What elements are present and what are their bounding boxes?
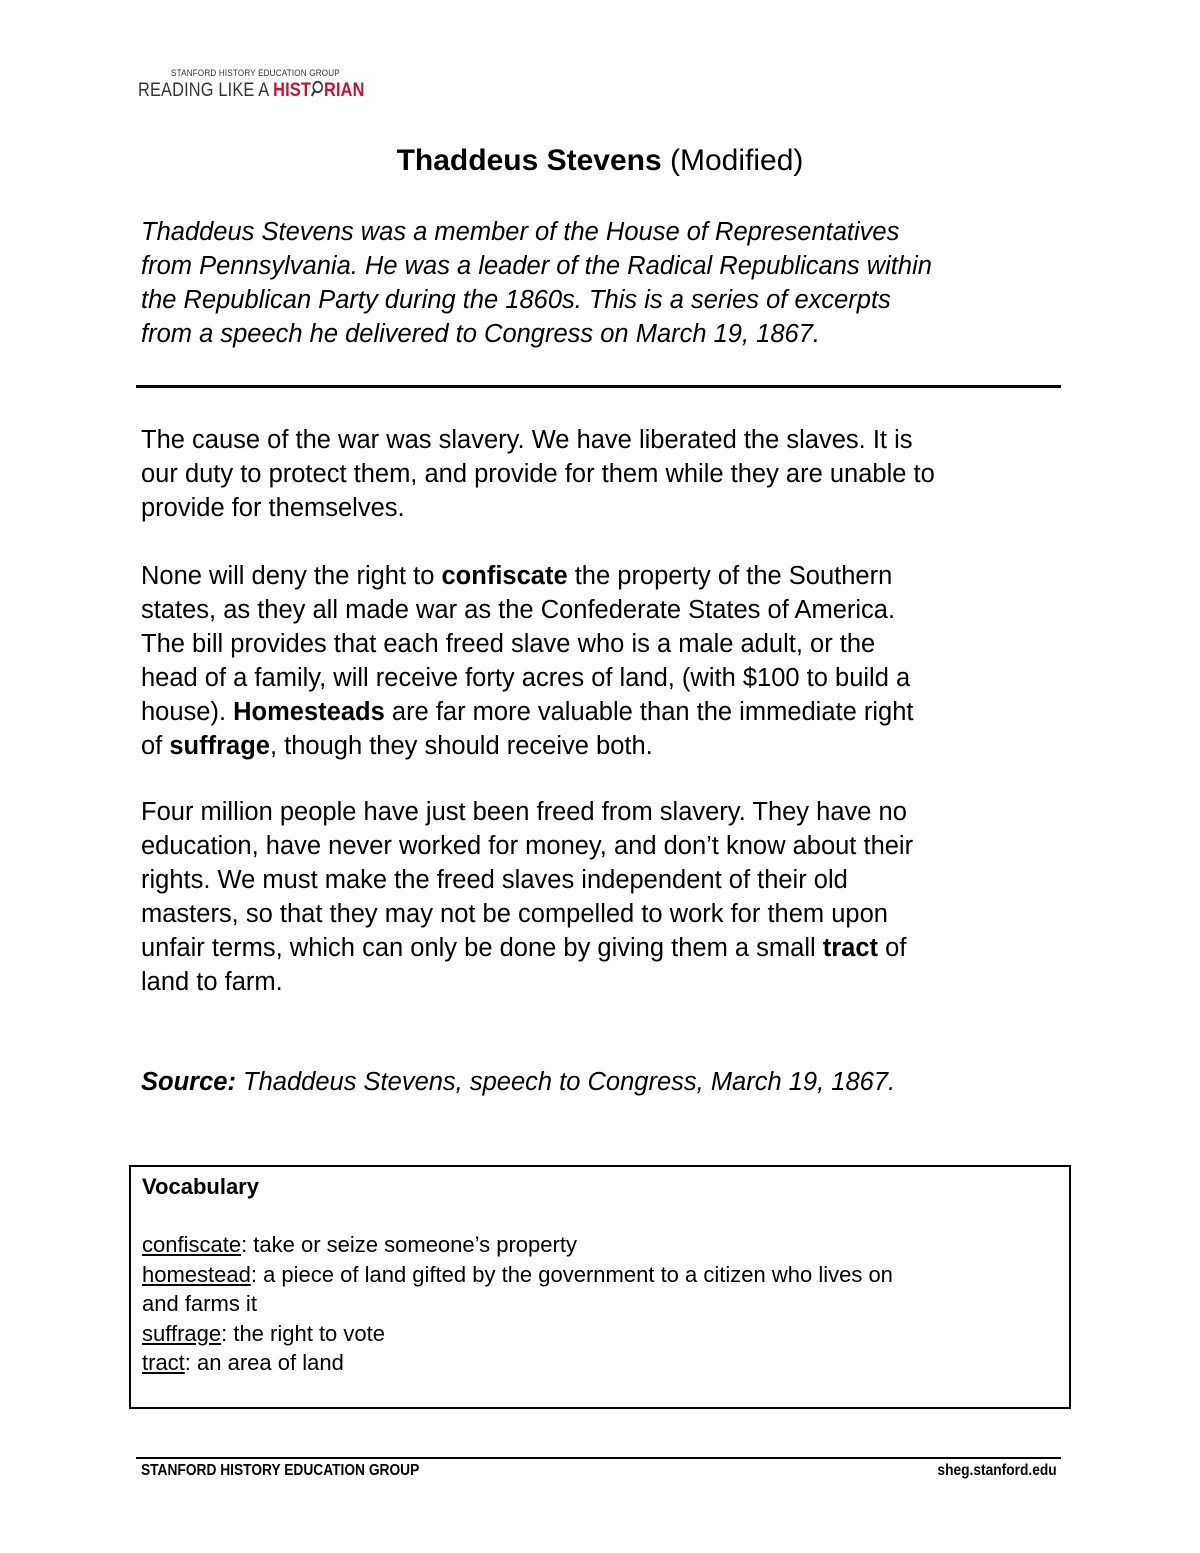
text-line (141, 559, 1071, 593)
text-line (141, 729, 1071, 763)
vocabulary-item (142, 1348, 1052, 1378)
text-run: the property of the Southern (567, 562, 893, 590)
text-line: The cause of the war was slavery. We have liberated the slaves. It is (141, 426, 913, 454)
divider-rule (136, 385, 1061, 388)
intro-line: the Republican Party during the 1860s. This is a series of excerpts (141, 286, 891, 314)
vocabulary-definition: : take or seize someone’s property (241, 1232, 577, 1257)
source-citation (141, 1065, 895, 1099)
vocabulary-term: confiscate (142, 1232, 242, 1257)
vocabulary-list (142, 1230, 1052, 1378)
text-line: land to farm. (141, 968, 283, 996)
text-line (141, 695, 1071, 729)
vocabulary-item (142, 1319, 1052, 1349)
vocab-word-tract: tract (822, 934, 879, 962)
text-line: rights. We must make the freed slaves independent of their old (141, 866, 848, 894)
text-line (141, 931, 1071, 965)
magnifier-icon (311, 80, 324, 98)
logo-top-text: STANFORD HISTORY EDUCATION GROUP (171, 68, 340, 78)
vocabulary-definition: : a piece of land gifted by the government to a citizen who lives on (250, 1261, 893, 1287)
vocabulary-term: suffrage (142, 1320, 222, 1346)
vocab-word-suffrage: suffrage (169, 732, 270, 760)
text-run: , though they should receive both. (269, 732, 653, 760)
vocabulary-term: homestead (142, 1261, 251, 1287)
excerpt-paragraph-1 (141, 423, 1071, 525)
vocabulary-box (129, 1165, 1071, 1409)
text-run: house). (141, 698, 234, 726)
vocabulary-term: tract (142, 1350, 185, 1375)
logo-main-text (138, 80, 365, 102)
logo-rian: RIAN (323, 80, 365, 101)
intro-line: from Pennsylvania. He was a leader of the Radical Republicans within (141, 252, 932, 280)
excerpt-paragraph-2 (141, 559, 1071, 763)
vocabulary-definition: : the right to vote (221, 1320, 385, 1346)
vocabulary-item (142, 1289, 1052, 1319)
text-line: head of a family, will receive forty acres of land, (with $100 to build a (141, 664, 911, 692)
title-name: Thaddeus Stevens (396, 144, 662, 177)
text-line: states, as they all made war as the Confederate States of America. (141, 596, 896, 624)
vocabulary-definition: : an area of land (184, 1350, 344, 1375)
logo-hist: HIST (273, 80, 312, 101)
text-run: None will deny the right to (141, 562, 442, 590)
footer-website-link[interactable]: sheg.stanford.edu (937, 1462, 1057, 1479)
intro-line: Thaddeus Stevens was a member of the House of Representatives (141, 218, 900, 246)
vocabulary-item (142, 1260, 1052, 1290)
footer-organization: STANFORD HISTORY EDUCATION GROUP (141, 1462, 420, 1479)
intro-line: from a speech he delivered to Congress on March 19, 1867. (141, 320, 820, 348)
intro-paragraph (141, 215, 1071, 351)
vocabulary-definition: and farms it (142, 1291, 257, 1316)
text-line: masters, so that they may not be compelled to work for them upon (141, 900, 888, 928)
text-run: of (878, 934, 907, 962)
source-text: Thaddeus Stevens, speech to Congress, March 19, 1867. (235, 1068, 896, 1096)
text-run: are far more valuable than the immediate right (384, 698, 914, 726)
title-modifier: (Modified) (661, 144, 804, 177)
text-line: Four million people have just been freed from slavery. They have no (141, 798, 907, 826)
excerpt-paragraph-3 (141, 795, 1071, 999)
vocabulary-heading: Vocabulary (142, 1174, 259, 1199)
text-line: education, have never worked for money, and don’t know about their (141, 832, 914, 860)
source-label: Source: (141, 1068, 236, 1096)
logo-reading-like-a: READING LIKE A (138, 80, 274, 101)
vocabulary-item (142, 1230, 1052, 1260)
vocab-word-homesteads: Homesteads (233, 698, 385, 726)
text-run: unfair terms, which can only be done by giving them a small (141, 934, 823, 962)
text-line: The bill provides that each freed slave who is a male adult, or the (141, 630, 876, 658)
text-line: our duty to protect them, and provide for them while they are unable to (141, 460, 935, 488)
text-line: provide for themselves. (141, 494, 405, 522)
sheg-logo (138, 68, 378, 108)
footer-rule (136, 1457, 1061, 1459)
page-title (0, 142, 1200, 180)
text-run: of (141, 732, 170, 760)
vocab-word-confiscate: confiscate (441, 562, 568, 590)
